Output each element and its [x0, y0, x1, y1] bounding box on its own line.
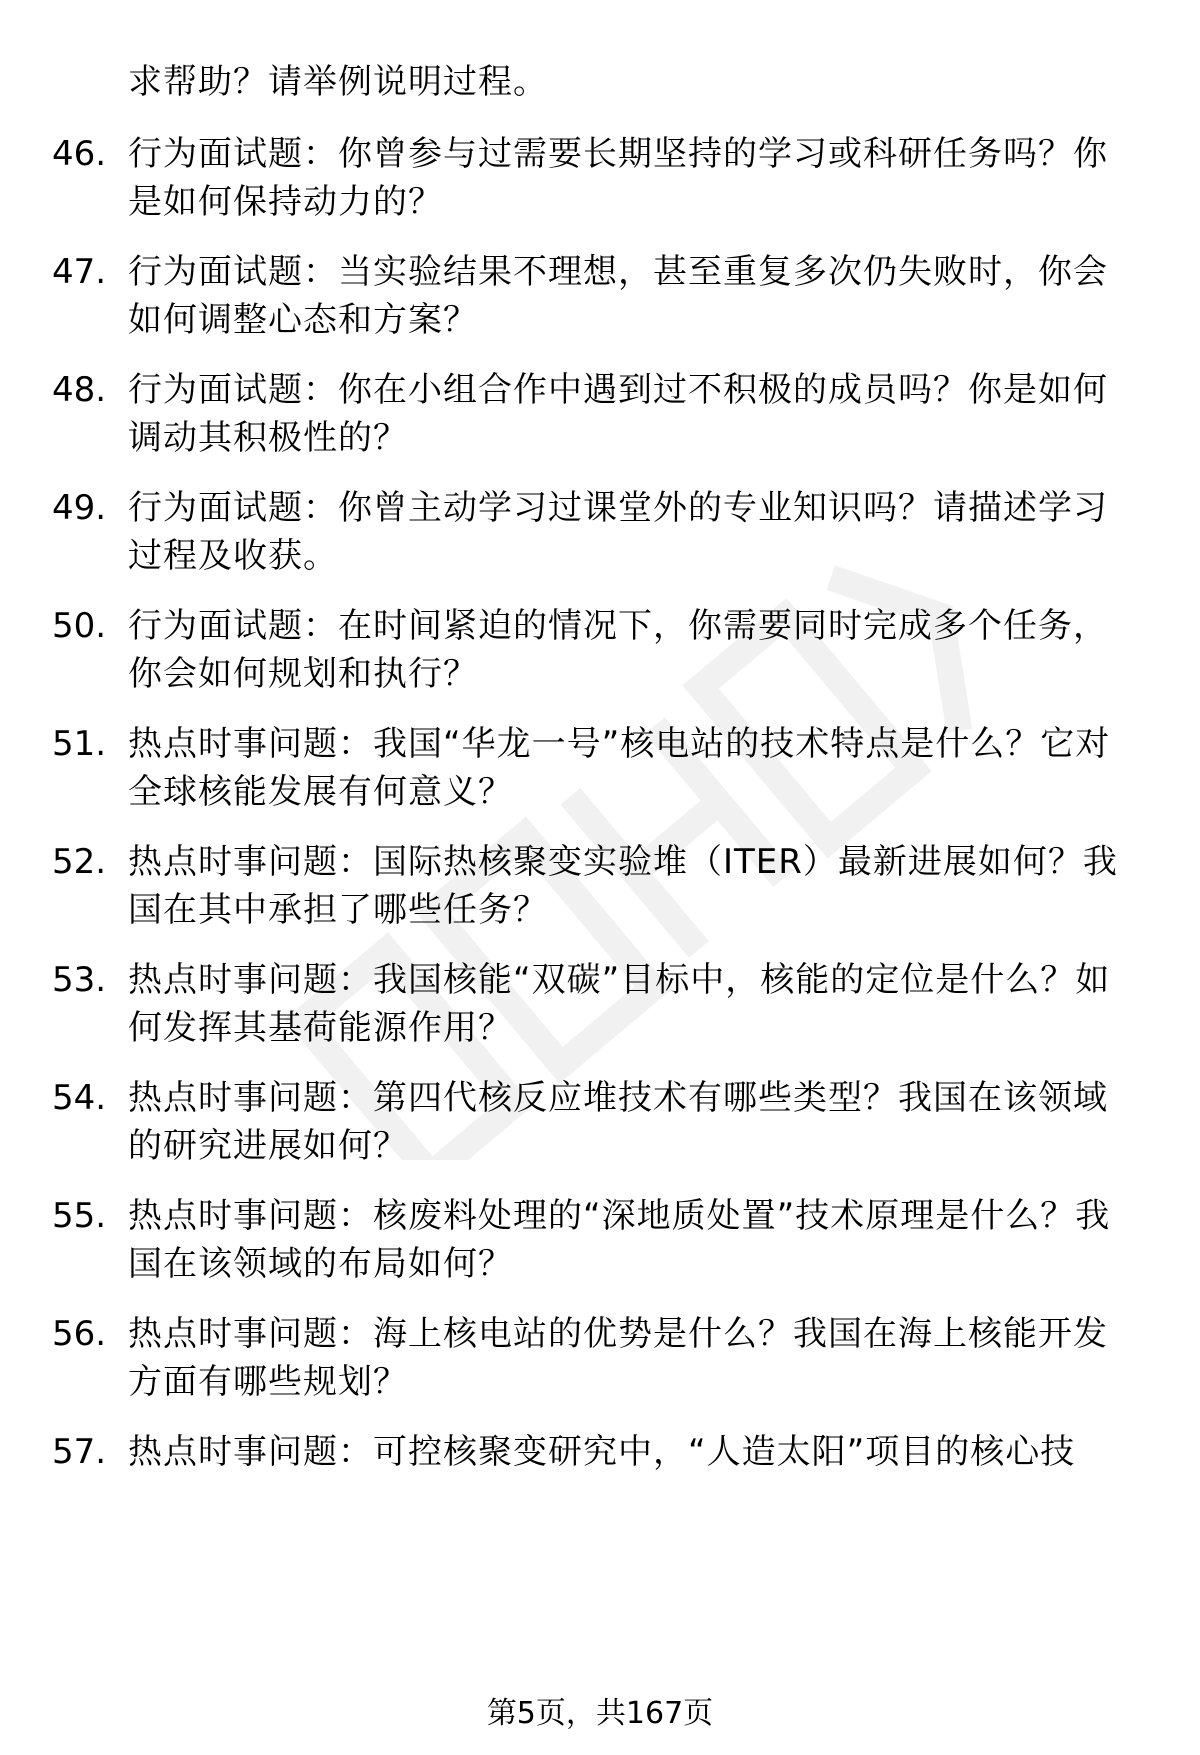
question-number: 57.: [52, 1432, 107, 1472]
question-number: 46.: [52, 134, 107, 174]
question-text: 行为面试题：当实验结果不理想，甚至重复多次仍失败时，你会如何调整心态和方案？: [128, 252, 1108, 340]
question-text: 行为面试题：你在小组合作中遇到过不积极的成员吗？你是如何调动其积极性的？: [128, 370, 1108, 458]
question-number: 49.: [52, 488, 107, 528]
question-number: 48.: [52, 370, 107, 410]
question-text: 热点时事问题：我国“华龙一号”核电站的技术特点是什么？它对全球核能发展有何意义？: [128, 724, 1111, 812]
page-footer: 第5页，共167页: [486, 1696, 714, 1731]
question-number: 54.: [52, 1078, 107, 1118]
question-text: 行为面试题：在时间紧迫的情况下，你需要同时完成多个任务，你会如何规划和执行？: [128, 606, 1108, 694]
question-number: 55.: [52, 1196, 107, 1236]
question-number: 53.: [52, 960, 107, 1000]
question-text: 热点时事问题：我国核能“双碳”目标中，核能的定位是什么？如何发挥其基荷能源作用？: [128, 960, 1111, 1048]
question-number: 50.: [52, 606, 107, 646]
question-text: 热点时事问题：核废料处理的“深地质处置”技术原理是什么？我国在该领域的布局如何？: [128, 1196, 1111, 1284]
question-number: 56.: [52, 1314, 107, 1354]
question-text: 热点时事问题：可控核聚变研究中，“人造太阳”项目的核心技: [128, 1432, 1076, 1472]
question-text: 行为面试题：你曾参与过需要长期坚持的学习或科研任务吗？你是如何保持动力的？: [128, 134, 1108, 222]
question-number: 47.: [52, 252, 107, 292]
question-text: 热点时事问题：国际热核聚变实验堆（ITER）最新进展如何？我国在其中承担了哪些任务？: [128, 842, 1118, 930]
continuation-text: 求帮助？请举例说明过程。: [128, 62, 548, 102]
question-text: 热点时事问题：第四代核反应堆技术有哪些类型？我国在该领域的研究进展如何？: [128, 1078, 1108, 1166]
question-number: 51.: [52, 724, 107, 764]
question-text: 热点时事问题：海上核电站的优势是什么？我国在海上核能开发方面有哪些规划？: [128, 1314, 1108, 1402]
question-number: 52.: [52, 842, 107, 882]
question-text: 行为面试题：你曾主动学习过课堂外的专业知识吗？请描述学习过程及收获。: [128, 488, 1108, 576]
